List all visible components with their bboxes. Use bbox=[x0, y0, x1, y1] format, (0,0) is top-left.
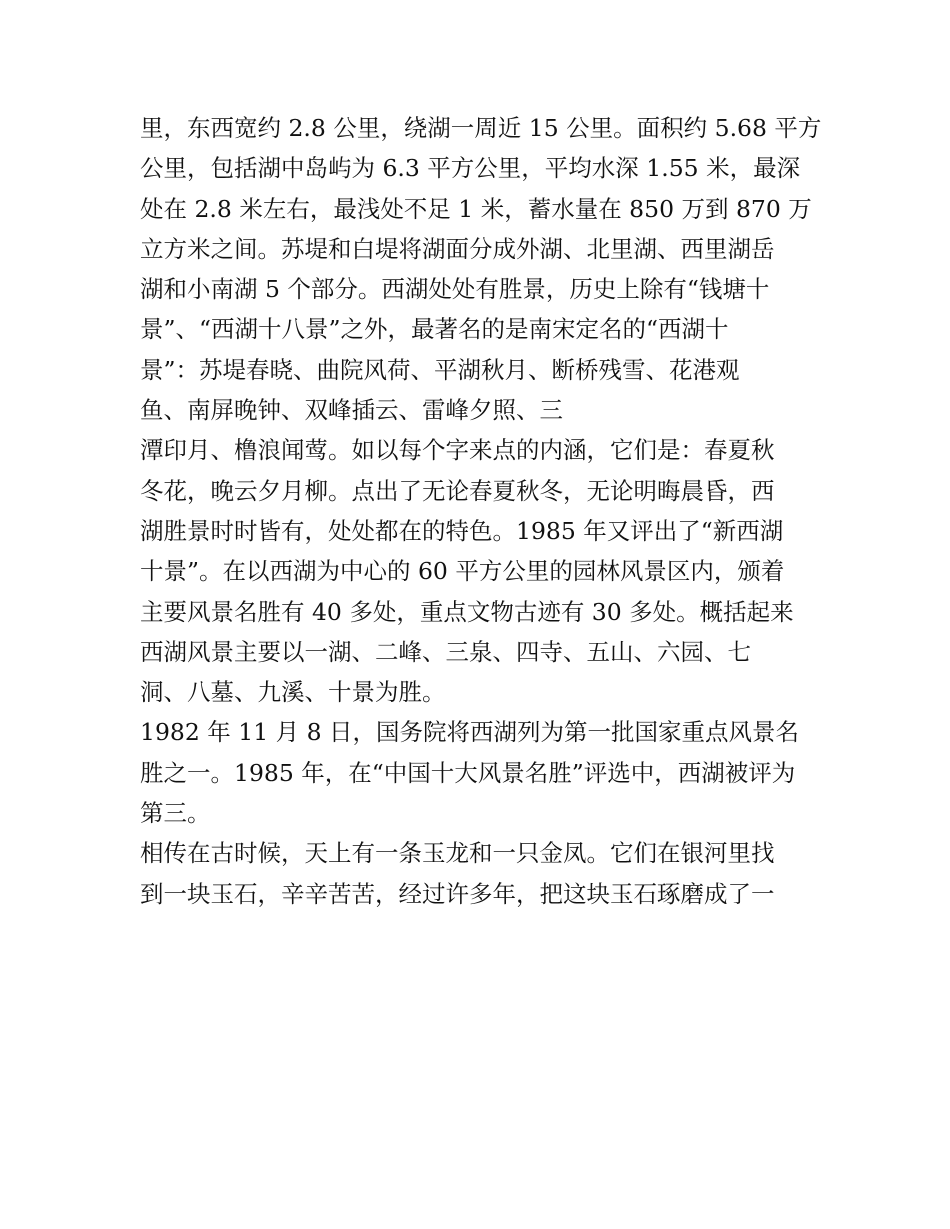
text-line: 里，东西宽约 2.8 公里，绕湖一周近 15 公里。面积约 5.68 平方 bbox=[140, 114, 822, 142]
text-line: 公里，包括湖中岛屿为 6.3 平方公里，平均水深 1.55 米，最深 bbox=[140, 154, 801, 183]
body-text bbox=[140, 108, 840, 914]
text-line: 1982 年 11 月 8 日，国务院将西湖列为第一批国家重点风景名 bbox=[140, 718, 800, 747]
text-line: 立方米之间。苏堤和白堤将湖面分成外湖、北里湖、西里湖岳 bbox=[140, 234, 775, 263]
text-line: 洞、八墓、九溪、十景为胜。 bbox=[140, 678, 446, 707]
text-line: 冬花，晚云夕月柳。点出了无论春夏秋冬，无论明晦晨昏，西 bbox=[140, 476, 775, 505]
text-line: 相传在古时候，天上有一条玉龙和一只金凤。它们在银河里找 bbox=[140, 839, 775, 868]
text-line: 湖胜景时时皆有，处处都在的特色。1985 年又评出了“新西湖 bbox=[140, 516, 784, 545]
text-line: 景”：苏堤春晓、曲院风荷、平湖秋月、断桥残雪、花港观 bbox=[140, 355, 740, 384]
text-line: 胜之一。1985 年，在“中国十大风景名胜”评选中，西湖被评为 bbox=[140, 758, 796, 787]
text-line: 鱼、南屏晚钟、双峰插云、雷峰夕照、三 bbox=[140, 396, 563, 425]
text-line: 第三。 bbox=[140, 799, 211, 828]
text-line: 潭印月、橹浪闻莺。如以每个字来点的内涵，它们是：春夏秋 bbox=[140, 436, 775, 465]
text-line: 十景”。在以西湖为中心的 60 平方公里的园林风景区内，颁着 bbox=[140, 557, 785, 586]
text-line: 湖和小南湖 5 个部分。西湖处处有胜景，历史上除有“钱塘十 bbox=[140, 275, 770, 304]
text-line: 到一块玉石，辛辛苦苦，经过许多年，把这块玉石琢磨成了一 bbox=[140, 879, 775, 908]
text-line: 主要风景名胜有 40 多处，重点文物古迹有 30 多处。概括起来 bbox=[140, 597, 794, 626]
text-line: 景”、“西湖十八景”之外，最著名的是南宋定名的“西湖十 bbox=[140, 315, 729, 344]
text-line: 处在 2.8 米左右，最浅处不足 1 米，蓄水量在 850 万到 870 万 bbox=[140, 194, 812, 223]
text-line: 西湖风景主要以一湖、二峰、三泉、四寺、五山、六园、七 bbox=[140, 637, 751, 666]
